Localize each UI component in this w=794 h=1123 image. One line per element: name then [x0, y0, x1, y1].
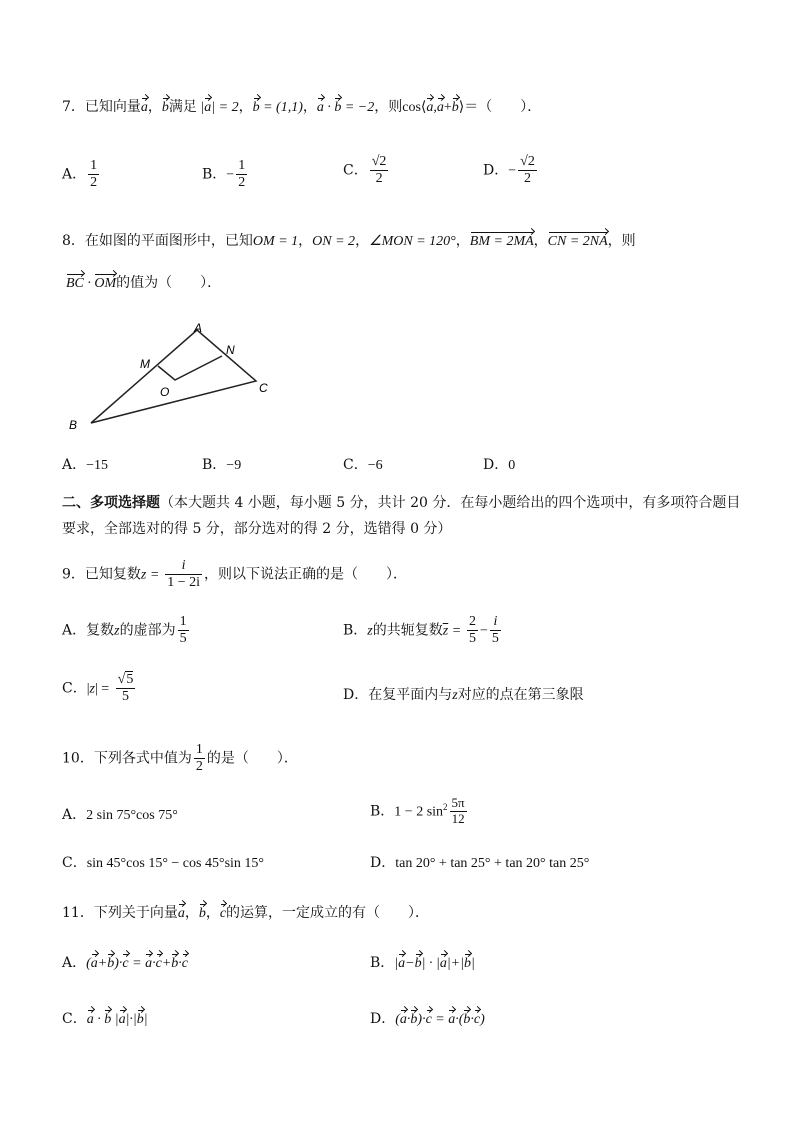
label-a: A: [194, 321, 203, 335]
q7-option-c[interactable]: C． $\frac{√2}{2}$: [343, 154, 387, 187]
q7-option-d[interactable]: D．− $\frac{√2}{2}$: [483, 154, 535, 187]
q9-option-a[interactable]: A．复数z的虚部为 $\frac{1}{5}$: [62, 614, 187, 647]
q9-option-b[interactable]: B．z的共轭复数$\overline{z}$ = $\frac{2}{5}$ − $\frac{i}{5}$: [343, 614, 499, 647]
label-b: B: [69, 418, 78, 432]
label-o: O: [160, 385, 170, 399]
q7-option-a[interactable]: A． $\frac{1}{2}$: [62, 158, 98, 191]
q11-stem: 11．下列关于向量a，b，c的运算，一定成立的有（ ）．: [62, 905, 430, 921]
q7-option-b[interactable]: B．− $\frac{1}{2}$: [202, 158, 246, 191]
q10-stem: 10．下列各式中值为 $\frac{1}{2}$ 的是（ ）．: [62, 742, 298, 775]
q8-option-a[interactable]: A．−15: [62, 457, 109, 473]
q11-option-a[interactable]: A．(a+b)·c = a·c+b·c: [62, 955, 188, 971]
q10-option-a[interactable]: A．2 sin 75°cos 75°: [62, 807, 178, 823]
label-m: M: [140, 357, 150, 371]
q9-option-c[interactable]: C．|z| = $\frac{√5}{5}$: [62, 672, 134, 705]
q8-option-d[interactable]: D．0: [483, 457, 516, 473]
q10-option-d[interactable]: D．tan 20° + tan 25° + tan 20° tan 25°: [370, 855, 590, 871]
segments-om-on: [158, 356, 222, 380]
q8-stem-line2: BC · OM的值为（ ）．: [66, 275, 222, 291]
q10-option-c[interactable]: C．sin 45°cos 15° − cos 45°sin 15°: [62, 855, 265, 871]
section2-heading: 二、多项选择题（本大题共 4 小题，每小题 5 分，共计 20 分．在每小题给出的四个选项中，有多项符合题目: [62, 495, 741, 511]
q9-stem: 9．已知复数z = $\frac{i}{1 - 2i}$ ，则以下说法正确的是（ ）．: [62, 558, 407, 591]
q11-option-b[interactable]: B．|a−b| · |a|+|b|: [370, 955, 475, 971]
q8-stem-line1: 8．在如图的平面图形中，已知OM = 1，ON = 2，∠MON = 120°，BM = 2MA，CN = 2NA，则: [62, 233, 636, 249]
section2-desc: 要求，全部选对的得 5 分，部分选对的得 2 分，选错得 0 分）: [62, 521, 452, 537]
q9-option-d[interactable]: D．在复平面内与z对应的点在第三象限: [343, 687, 584, 703]
label-c: C: [259, 381, 268, 395]
q8-figure: [60, 318, 280, 436]
q10-option-b[interactable]: B．1 − 2 $\sin^2$ $\frac{5\pi}{12}$: [370, 795, 465, 826]
label-n: N: [226, 343, 235, 357]
q11-option-c[interactable]: C．a · b |a|·|b|: [62, 1011, 148, 1027]
q11-option-d[interactable]: D．(a·b)·c = a·(b·c): [370, 1011, 485, 1027]
q8-option-c[interactable]: C．−6: [343, 457, 383, 473]
q8-option-b[interactable]: B．−9: [202, 457, 242, 473]
q7-stem: 7．已知向量a，b满足 |a| = 2，b = (1,1)，a · b = −2，则cos⟨a,a+b⟩＝（ ）．: [62, 99, 542, 115]
